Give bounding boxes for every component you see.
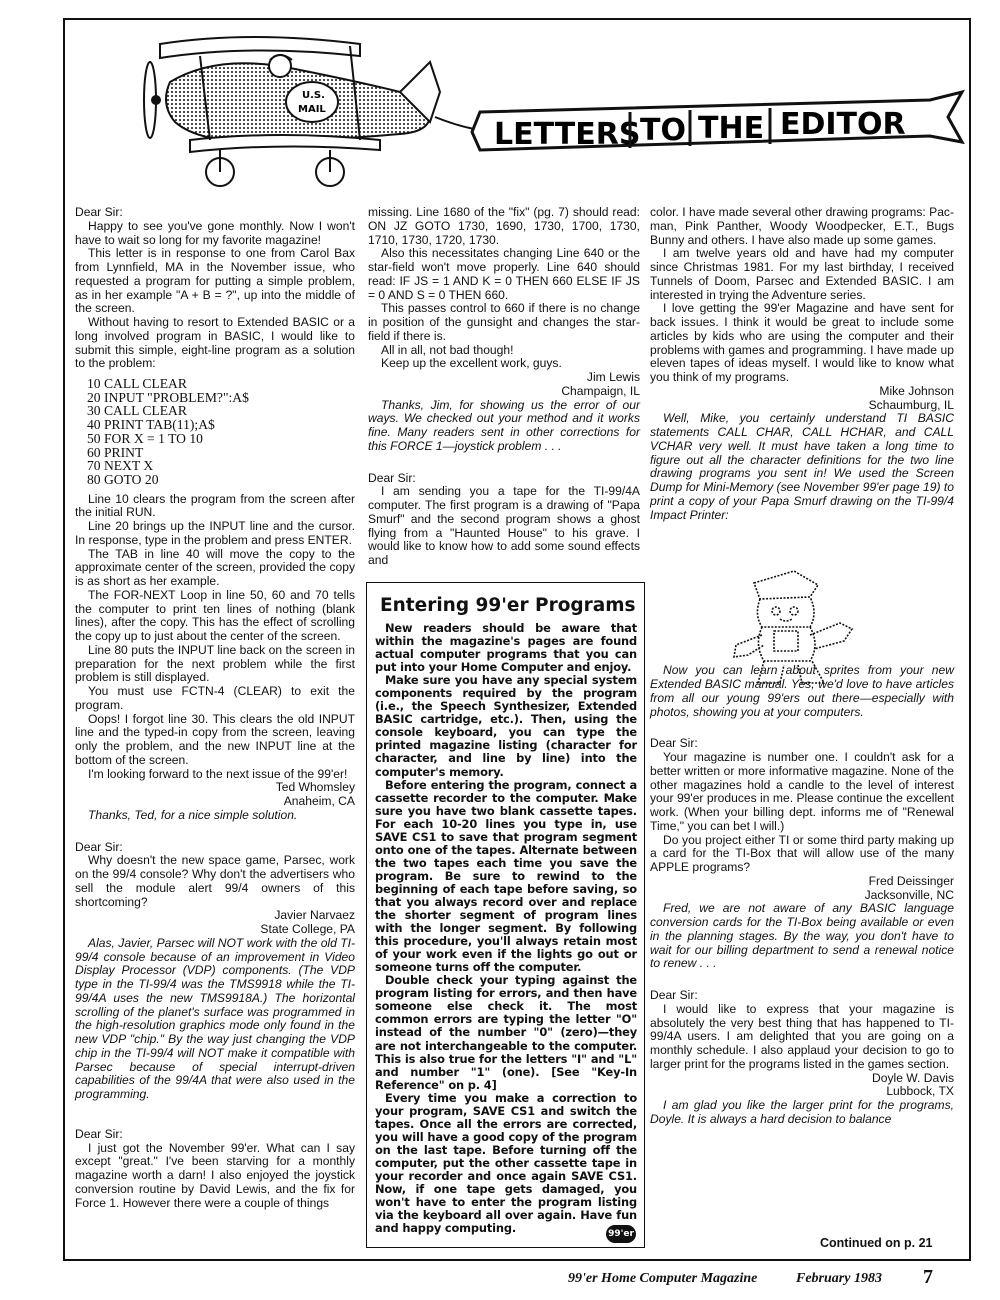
- letter-paragraph: All in all, not bad though!: [381, 342, 514, 357]
- code-line: 40 PRINT TAB(11);A$: [87, 417, 215, 433]
- sidebar-title: Entering 99'er Programs: [380, 595, 636, 616]
- letter-paragraph: Why doesn't the new space game, Parsec, work on the 99/4 console? Why don't the advertisers who sell the module alert 99/4 owners of this shortcoming?: [75, 853, 355, 909]
- banner-word-editor: EDITOR: [780, 107, 906, 142]
- letter-signature: State College, PA: [260, 922, 355, 937]
- letter-signature: Doyle W. Davis: [872, 1070, 954, 1085]
- letter-signature: Schaumburg, IL: [868, 397, 954, 412]
- letter-paragraph: Keep up the excellent work, guys.: [381, 356, 562, 371]
- banner-word-to: TO: [640, 113, 686, 148]
- letter-salutation: Dear Sir:: [368, 470, 416, 485]
- sidebar-paragraph: Every time you make a correction to your program, SAVE CS1 and switch the tapes. Once all the errors are corrected, you will have a good copy of the program on the last tape. Before turning off the computer, put the other cassette tape in your recorder and once again SAVE CS1. Now, if one tape gets damaged, you won't have to enter the program listing via the keyboard all over again. Have fun and happy computing.: [375, 1090, 637, 1236]
- letter-signature: Anaheim, CA: [283, 794, 355, 809]
- letter-signature: Champaign, IL: [561, 383, 640, 398]
- letter-paragraph: I am sending you a tape for the TI-99/4A computer. The first program is a drawing of "Papa Smurf" and the second program shows a ghost flying from a "Haunted House" to his grave. I would like to know how to add some sound effects and: [368, 484, 640, 567]
- spacer: [75, 823, 355, 841]
- spacer: [650, 719, 954, 737]
- sidebar-body: [375, 622, 637, 1235]
- letter-paragraph: Happy to see you've gone monthly. Now I won't have to wait so long for my favorite magazine!: [75, 218, 355, 247]
- code-line: 10 CALL CLEAR: [87, 376, 187, 391]
- letter-signature: Ted Whomsley: [275, 780, 355, 795]
- papa-smurf-printout-image: [714, 565, 882, 695]
- letter-paragraph: Do you project either TI or some third party making up a card for the TI-Box that will allow use of the many APPLE programs?: [650, 832, 954, 874]
- letter-salutation: Dear Sir:: [75, 205, 123, 219]
- column-2: [368, 206, 640, 568]
- letter-salutation: Dear Sir:: [75, 1126, 123, 1141]
- letter-paragraph: This letter is in response to one from Carol Bax from Lynnfield, MA in the November issue, who requested a program for putting a simple problem, as in her example "A + B = ?", up into the middle of the screen.: [75, 246, 355, 316]
- footer-date: February 1983: [796, 1271, 882, 1286]
- editor-reply: Alas, Javier, Parsec will NOT work with the old TI-99/4 console because of an improvement in Video Display Processor (VDP) components. (The VDP type in the TI-99/4 was the TMS9918 while the TI-99/4A uses the new TMS9918A.) The horizontal scrolling of the planet's surface was programmed in the high-resolution graphics mode only found in the new VDP "chip." By the way just changing the VDP chip in the TI-99/4 will NOT make it compatible with Parsec because of special interrupt-driven capabilities of the 99/4A that were also used in the programming.: [75, 935, 355, 1102]
- letter-signature: Jacksonville, NC: [864, 887, 954, 902]
- spacer: [650, 971, 954, 989]
- frame-bottom-rule: [63, 1259, 971, 1261]
- code-line: 80 GOTO 20: [87, 471, 159, 487]
- editor-reply: Now you can learn about sprites from your new Extended BASIC manual. Yes, we'd love to have articles from all our young 99'ers out there—especially with photos, showing you at your computers.: [650, 663, 954, 719]
- letter-paragraph: I just got the November 99'er. What can I say except "great." I've been starving for a monthly magazine worth a darn! I also enjoyed the joystick conversion routine by David Lewis, and the fix for Force 1. However there were a couple of things: [75, 1140, 355, 1210]
- frame-top-rule: [63, 18, 971, 20]
- code-line: 60 PRINT: [87, 444, 144, 460]
- spacer: [368, 454, 640, 472]
- letter-paragraph: missing. Line 1680 of the "fix" (pg. 7) should read: ON JZ GOTO 1730, 1690, 1730, 1700, 1730, 1710, 1730, 1720, 1730.: [368, 205, 640, 247]
- spacer: [75, 1102, 355, 1128]
- frame-left-rule: [63, 18, 65, 1261]
- sidebar-paragraph: Double check your typing against the program listing for errors, and then have someone else check it. The most common errors are typing the letter "O" instead of the number "0" (zero)—they are not interchangeable to the computer. This is also true for the letters "I" and "L" and number "1" (one). [See "Key-In Reference" on p. 4]: [375, 973, 637, 1092]
- continued-note: Continued on p. 21: [820, 1236, 933, 1250]
- letter-salutation: Dear Sir:: [650, 736, 698, 751]
- frame-right-rule: [969, 18, 971, 1261]
- editor-reply: Fred, we are not aware of any BASIC language conversion cards for the TI-Box being available or even in the planning stages. By the way, you don't have to wait for our billing department to send a renewal notice to renew . . .: [650, 901, 954, 971]
- program-listing: [87, 377, 355, 487]
- letter-salutation: Dear Sir:: [75, 839, 123, 854]
- magazine-logo: 99'er: [606, 1225, 636, 1243]
- letter-signature: Javier Narvaez: [274, 908, 355, 923]
- letter-paragraph: Your magazine is number one. I couldn't ask for a better written or more informative magazine. None of the other magazines hold a candle to the level of interest your 99'er produces in me. Please continue the excellent work. (When your billing dept. informs me of "Renewal Time," you can bet I will.): [650, 750, 954, 833]
- letter-salutation: Dear Sir:: [650, 988, 698, 1002]
- letter-paragraph: You must use FCTN-4 (CLEAR) to exit the program.: [75, 684, 355, 712]
- letter-paragraph: Oops! I forgot line 30. This clears the old INPUT line and the typed-in copy from the screen, leaving only the problem, and the new INPUT line at the bottom of the screen.: [75, 711, 355, 767]
- letter-signature: Jim Lewis: [586, 370, 640, 384]
- letter-paragraph: color. I have made several other drawing programs: Pac-man, Pink Panther, Woody Woodpecker, E.T., Bugs Bunny and others. I have also made up some games.: [650, 205, 954, 247]
- sidebar-paragraph: Make sure you have any special system components required by the program (i.e., the Speech Synthesizer, Extended BASIC cartridge, etc.). Then, using the console keyboard, you can type the printed magazine listing (character for character, and line by line) into the computer's memory.: [375, 673, 637, 779]
- letter-paragraph: I'm looking forward to the next issue of the 99'er!: [88, 766, 348, 781]
- page-number: 7: [923, 1266, 933, 1288]
- letter-signature: Mike Johnson: [879, 383, 954, 398]
- letter-paragraph: Without having to resort to Extended BASIC or a long involved program in BASIC, I would like to submit this simple, eight-line program as a solution to the problem:: [75, 315, 355, 371]
- letter-paragraph: I love getting the 99'er Magazine and have sent for back issues. I think it would be great to include some articles by kids who are using the computer and their problems with games and programming. I have made up eleven tapes of ideas myself. I would like to know what you think of my programs.: [650, 301, 954, 384]
- letter-paragraph: The FOR-NEXT Loop in line 50, 60 and 70 tells the computer to print ten lines of nothing (blank lines), after the copy. This has the effect of scrolling the copy up to just about the center of the screen.: [75, 587, 355, 644]
- editor-reply: Thanks, Ted, for a nice simple solution.: [88, 807, 298, 822]
- mail-plane-banner-illustration: [130, 22, 965, 202]
- entering-programs-sidebar: [366, 582, 645, 1248]
- letter-paragraph: Line 80 puts the INPUT line back on the screen in preparation for the next problem while the first problem is still displayed.: [75, 642, 355, 685]
- code-line: 30 CALL CLEAR: [87, 403, 187, 419]
- editor-reply: I am glad you like the larger print for the programs, Doyle. It is always a hard decision to balance: [650, 1098, 954, 1126]
- letter-paragraph: I would like to express that your magazine is absolutely the very best thing that has happened to TI-99/4A users. I am delighted that you are going on a monthly schedule. I also applaud your decision to go to larger print for the programs listed in the games section.: [650, 1001, 954, 1071]
- banner-word-the: THE: [698, 111, 765, 146]
- column-1: [75, 206, 355, 1210]
- letter-paragraph: The TAB in line 40 will move the copy to the approximate center of the screen, provided the copy is as short as her example.: [75, 546, 355, 589]
- plane-text-mail: MAIL: [298, 104, 326, 115]
- letter-paragraph: I am twelve years old and have had my computer since Christmas 1981. For my last birthday, I received Tunnels of Doom, Parsec and Extended BASIC. I am interested in trying the Adventure series.: [650, 246, 954, 302]
- sidebar-paragraph: Before entering the program, connect a cassette recorder to the computer. Make sure you have two blank cassette tapes. For each 10-20 lines you type in, use SAVE CS1 to save that program segment onto one of the tapes. Alternate between the two tapes each time you save the program. Be sure to rewind to the beginning of each tape before saving, so that you always record over and replace the shorter segment of program lines with the longer segment. By following this procedure, you'll always retain most of your work even if the lights go out or someone turns off the computer.: [375, 777, 637, 975]
- code-line: 50 FOR X = 1 TO 10: [87, 430, 203, 446]
- letter-paragraph: Line 20 brings up the INPUT line and the cursor. In response, type in the problem and press ENTER.: [75, 519, 355, 547]
- code-line: 20 INPUT "PROBLEM?":A$: [87, 389, 249, 405]
- sidebar-paragraph: New readers should be aware that within the magazine's pages are found actual computer programs that you can put into your Home Computer and enjoy.: [375, 621, 637, 675]
- letter-signature: Fred Deissinger: [868, 873, 954, 888]
- banner-word-letters: LETTERS: [494, 117, 641, 152]
- footer-magazine-name: 99'er Home Computer Magazine: [568, 1271, 758, 1286]
- editor-reply: Well, Mike, you certainly understand TI BASIC statements CALL CHAR, CALL HCHAR, and CALL VCHAR very well. It must have taken a long time to figure out all the character definitions for the two line drawing programs you sent in! We used the Screen Dump for Mini-Memory (see November 99'er page 19) to print a copy of your Papa Smurf drawing on the TI-99/4 Impact Printer:: [650, 411, 954, 522]
- letter-paragraph: Line 10 clears the program from the screen after the initial RUN.: [75, 491, 355, 520]
- code-line: 70 NEXT X: [87, 458, 154, 474]
- letter-paragraph: Also this necessitates changing Line 640 or the star-field won't move properly. Line 640 should read: IF JS = 1 AND K = 0 THEN 660 ELSE IF JS = 0 AND S = 0 THEN 660.: [368, 246, 640, 302]
- plane-text-us: U.S.: [302, 90, 325, 101]
- letter-paragraph: This passes control to 660 if there is no change in position of the gunsight and changes the star-field if there is.: [368, 301, 640, 343]
- letter-signature: Lubbock, TX: [886, 1084, 954, 1099]
- editor-reply: Thanks, Jim, for showing us the error of our ways. We checked out your method and it works fine. Many readers sent in other corrections for this FORCE 1—joystick problem . . .: [368, 397, 640, 453]
